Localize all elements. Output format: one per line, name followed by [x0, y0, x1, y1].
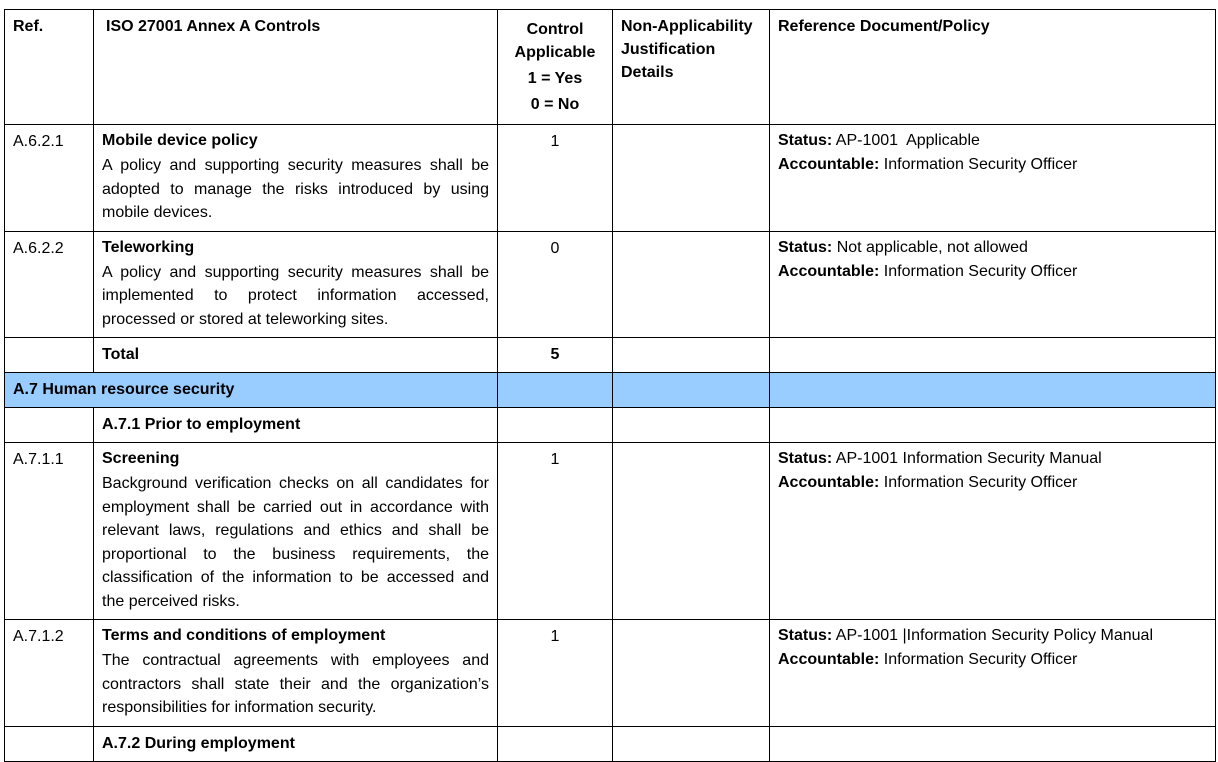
- total-row: [5, 338, 1216, 373]
- reference-cell: Status: Not applicable, not allowed Accountable: Information Security Officer: [770, 231, 1216, 338]
- soa-table: [4, 9, 1216, 762]
- control-title: Terms and conditions of employment: [102, 627, 386, 644]
- accountable-value: Information Security Officer: [883, 156, 1078, 173]
- control-title: Teleworking: [102, 238, 195, 256]
- control-description: Background verification checks on all candidates for employment shall be carried out in accordance with relevant laws, regulations and ethics and shall be proportional to the business requirements, the classification of the information to be accessed and the perceived risks.: [102, 475, 489, 610]
- ref-cell: A.7.1.1: [5, 443, 94, 620]
- control-title: Mobile device policy: [102, 132, 258, 149]
- applicable-cell: 0: [498, 231, 613, 338]
- subsection-title: A.7.1 Prior to employment: [94, 408, 498, 443]
- header-row: [5, 10, 1216, 125]
- ref-cell: A.7.1.2: [5, 620, 94, 727]
- control-cell: [94, 231, 498, 338]
- status-value: AP-1001 Applicable: [835, 132, 980, 149]
- header-controls: ISO 27001 Annex A Controls: [94, 10, 498, 125]
- control-cell: [94, 620, 498, 727]
- header-justification: Non-Applicability Justification Details: [613, 10, 770, 125]
- status-value: Not applicable, not allowed: [836, 238, 1028, 256]
- reference-cell: Status: AP-1001 |Information Security Policy Manual Accountable: Information Security Officer: [770, 620, 1216, 727]
- total-label: Total: [94, 338, 498, 373]
- subsection-row: [5, 408, 1216, 443]
- table-row: [5, 620, 1216, 727]
- justification-cell: [613, 231, 770, 338]
- accountable-value: Information Security Officer: [883, 474, 1078, 491]
- applicable-cell: 1: [498, 443, 613, 620]
- ref-cell: A.6.2.1: [5, 125, 94, 232]
- justification-cell: [613, 443, 770, 620]
- reference-cell: Status: AP-1001 Applicable Accountable: Information Security Officer: [770, 125, 1216, 232]
- control-description: A policy and supporting security measures shall be adopted to manage the risks introduced by using mobile devices.: [102, 157, 489, 221]
- header-ref: Ref.: [5, 10, 94, 125]
- control-cell: [94, 443, 498, 620]
- applicable-cell: 1: [498, 620, 613, 727]
- section-row: [5, 373, 1216, 408]
- table-row: [5, 443, 1216, 620]
- control-description: The contractual agreements with employees and contractors shall state their and the organization’s responsibilities for information security.: [102, 652, 489, 716]
- header-applicable: Control Applicable 1 = Yes 0 = No: [498, 10, 613, 125]
- accountable-value: Information Security Officer: [883, 651, 1078, 668]
- total-value: 5: [498, 338, 613, 373]
- justification-cell: [613, 620, 770, 727]
- table-row: [5, 231, 1216, 338]
- section-title: A.7 Human resource security: [5, 373, 498, 408]
- subsection-title: A.7.2 During employment: [94, 726, 498, 761]
- header-reference: Reference Document/Policy: [770, 10, 1216, 125]
- justification-cell: [613, 125, 770, 232]
- table-row: [5, 125, 1216, 232]
- status-value: AP-1001 Information Security Manual: [835, 450, 1102, 467]
- control-title: Screening: [102, 450, 180, 467]
- reference-cell: Status: AP-1001 Information Security Manual Accountable: Information Security Officer: [770, 443, 1216, 620]
- control-cell: [94, 125, 498, 232]
- subsection-row: [5, 726, 1216, 761]
- applicable-cell: 1: [498, 125, 613, 232]
- control-description: A policy and supporting security measures shall be implemented to protect information accessed, processed or stored at teleworking sites.: [102, 263, 489, 328]
- status-value: AP-1001 |Information Security Policy Manual: [835, 627, 1153, 644]
- ref-cell: A.6.2.2: [5, 231, 94, 338]
- accountable-value: Information Security Officer: [883, 262, 1078, 280]
